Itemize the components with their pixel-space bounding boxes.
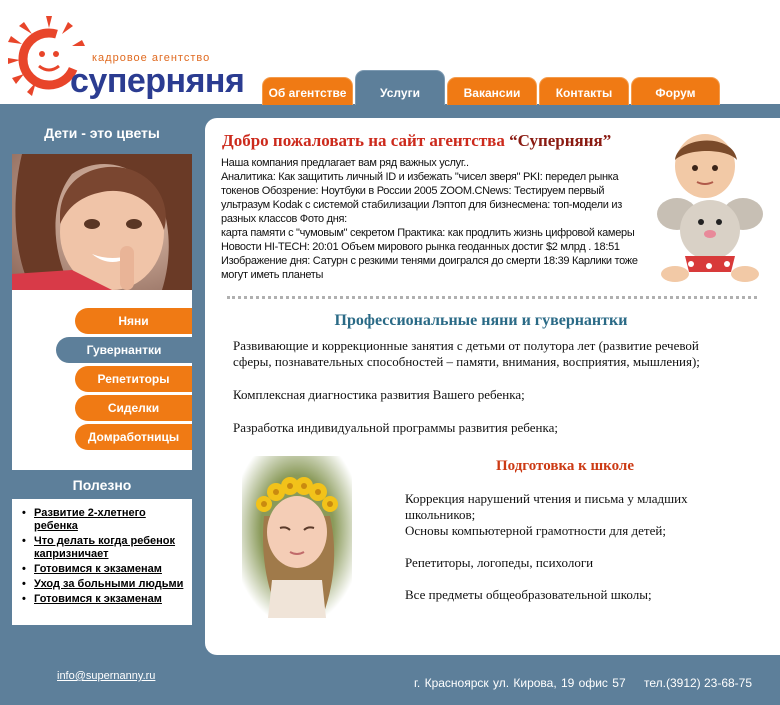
list-item: Основы компьютерной грамотности для детей; xyxy=(405,523,666,538)
footer-address: г. Красноярск ул. Кирова, 19 офис 57 xyxy=(414,676,626,690)
logo-name: суперняня xyxy=(70,62,245,100)
nanny-section-title: Профессиональные няни и гувернантки xyxy=(334,312,628,329)
list-item: Коррекция нарушений чтения и письма у младших школьников; xyxy=(405,491,688,522)
welcome-title-name: “Суперняня” xyxy=(509,131,612,150)
boy-with-toy-photo xyxy=(657,130,763,282)
welcome-line: Наша компания предлагает вам ряд важных услуг.. xyxy=(221,157,469,169)
welcome-line: карта памяти с "чумовым" секретом Практика: как продлить жизнь цифровой камеры Новости HI-TECH: 20:01 Объем мирового рынка геоданных достиг $2 млрд . 18:51 Изображение дня: Сатурн с резкими тенями доигрался до смерти 18:39 Карлики тоже могут иметь планеты xyxy=(221,227,638,281)
welcome-line: Аналитика: Как защитить личный ID и избежать "чисел зверя" PKI: передел рынка токенов Обозрение: Ноутбуки в России 2005 ZOOM.CNews: Тестируем первый ультразум Kodak с системой стабилизации Лэптоп для бизнесмена: топ-модели из разных классов Фото дня: xyxy=(221,171,622,225)
list-item xyxy=(34,535,186,561)
girl-with-wreath-photo xyxy=(242,456,352,618)
list-item xyxy=(34,563,186,576)
list-item xyxy=(34,578,186,591)
school-services xyxy=(405,491,715,619)
school-section-title: Подготовка к школе xyxy=(495,458,634,474)
nanny-services xyxy=(233,338,733,453)
smiling-girl-photo xyxy=(12,154,192,290)
sidebar-item-tutors[interactable]: Репетиторы xyxy=(75,366,192,392)
useful-link[interactable]: Развитие 2-хлетнего ребенка xyxy=(34,507,146,532)
site-header xyxy=(0,0,780,104)
tab-about[interactable]: Об агентстве xyxy=(262,77,353,105)
useful-link[interactable]: Готовимся к экзаменам xyxy=(34,593,162,605)
site-logo[interactable] xyxy=(6,14,245,100)
page-title xyxy=(222,131,611,151)
tab-services[interactable]: Услуги xyxy=(355,70,445,105)
list-item xyxy=(34,507,186,533)
footer-email-link[interactable]: info@supernanny.ru xyxy=(57,670,156,682)
useful-link[interactable]: Готовимся к экзаменам xyxy=(34,563,162,575)
sidebar-item-caregivers[interactable]: Сиделки xyxy=(75,395,192,421)
welcome-title-prefix: Добро пожаловать на сайт агентства xyxy=(222,131,505,150)
sidebar-item-governesses[interactable]: Гувернантки xyxy=(56,337,192,363)
list-item xyxy=(34,593,186,606)
welcome-text xyxy=(221,156,651,282)
section-divider xyxy=(227,296,757,299)
list-item: Все предметы общеобразовательной школы; xyxy=(405,587,652,602)
useful-title: Полезно xyxy=(72,477,132,493)
main-content xyxy=(205,118,780,655)
list-item: Комплексная диагностика развития Вашего ребенка; xyxy=(233,387,525,402)
tab-vacancies[interactable]: Вакансии xyxy=(447,77,537,105)
list-item: Развивающие и коррекционные занятия с детьми от полутора лет (развитие речевой сферы, познавательных способностей – памяти, внимания, восприятия, мышления); xyxy=(233,338,700,369)
footer-phone: тел.(3912) 23-68-75 xyxy=(644,676,753,690)
useful-links xyxy=(12,499,192,625)
sidebar-item-nannies[interactable]: Няни xyxy=(75,308,192,334)
list-item: Разработка индивидуальной программы развития ребенка; xyxy=(233,420,558,435)
tab-forum[interactable]: Форум xyxy=(631,77,720,105)
tab-contacts[interactable]: Контакты xyxy=(539,77,629,105)
sidebar-menu xyxy=(12,290,192,470)
list-item: Репетиторы, логопеды, психологи xyxy=(405,555,594,570)
sidebar-title: Дети - это цветы xyxy=(44,125,160,141)
useful-link[interactable]: Уход за больными людьми xyxy=(34,578,184,590)
useful-link[interactable]: Что делать когда ребенок капризничает xyxy=(34,535,176,560)
sidebar-item-housekeepers[interactable]: Домработницы xyxy=(75,424,192,450)
logo-tagline: кадровое агентство xyxy=(92,52,211,64)
